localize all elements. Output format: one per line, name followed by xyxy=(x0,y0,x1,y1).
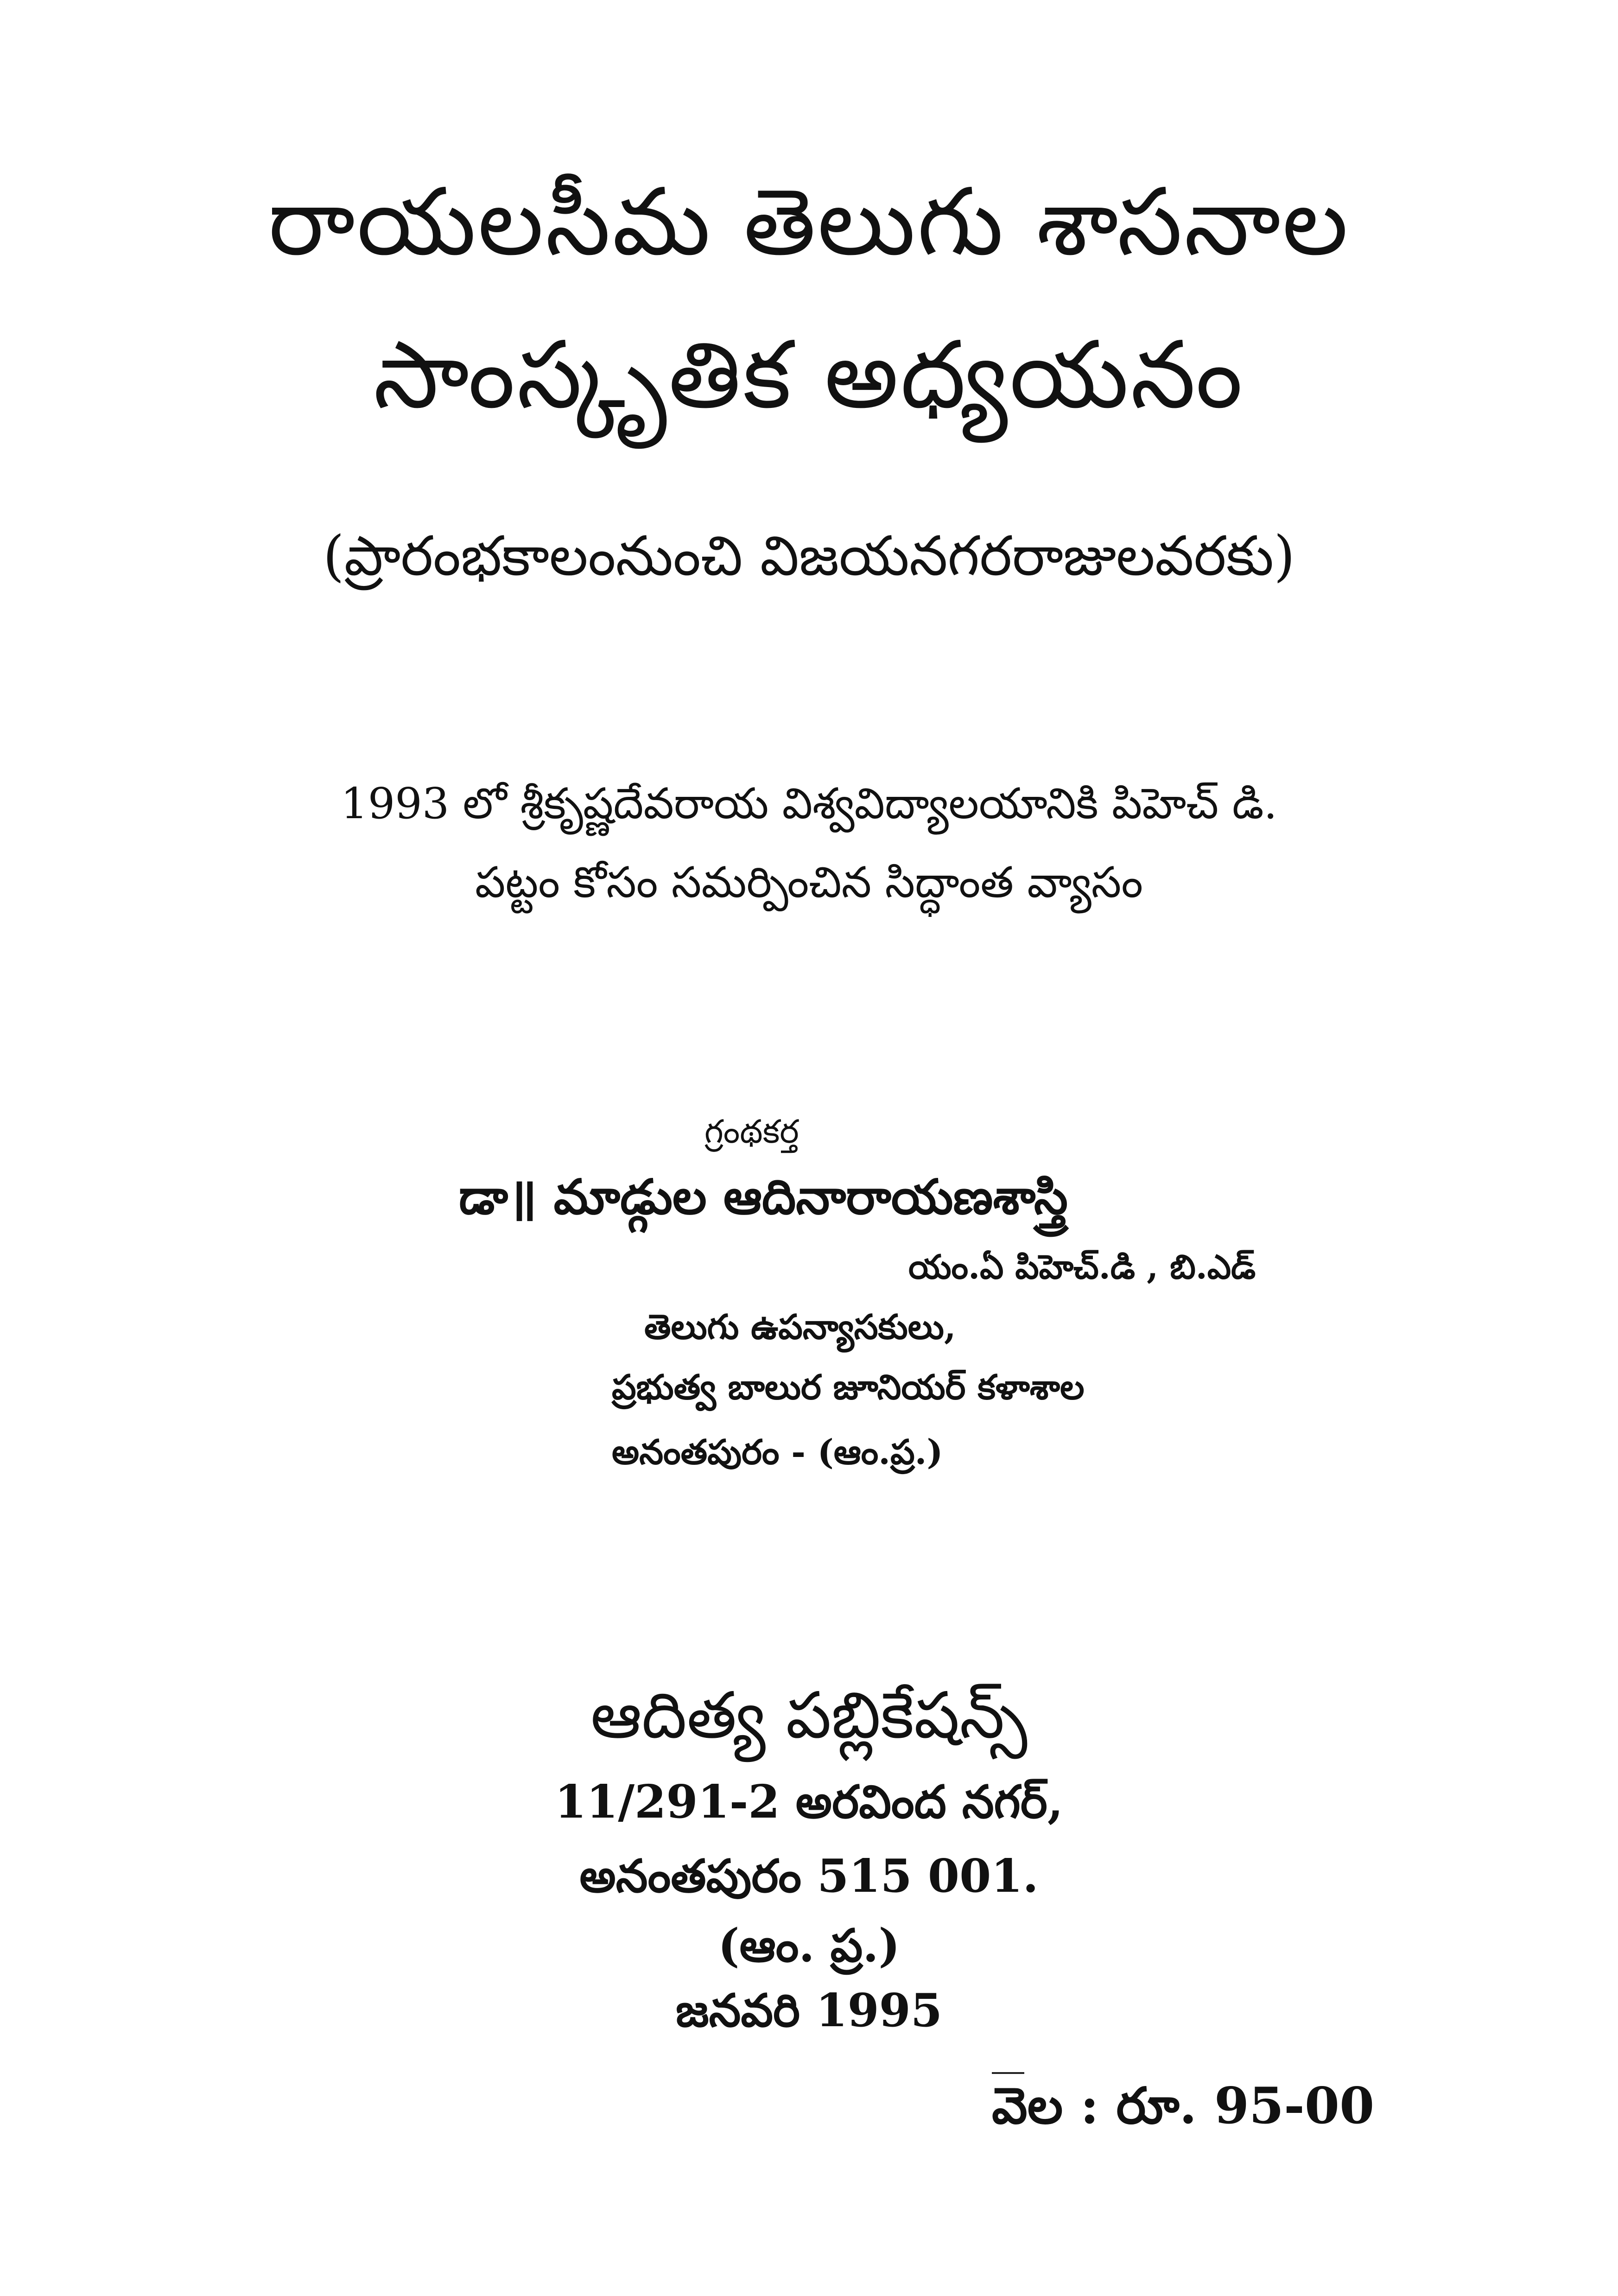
thesis-note-line-2: పట్టం కోసం సమర్పించిన సిద్ధాంత వ్యాసం xyxy=(475,858,1143,907)
book-title-line-1: రాయలసీమ తెలుగు శాసనాల xyxy=(268,168,1350,276)
author-qualifications: యం.ఏ పిహెచ్.డి , బి.ఎడ్ xyxy=(908,1247,1256,1286)
publication-date: జనవరి 1995 xyxy=(675,1984,943,2037)
publisher-address-line-2: అనంతపురం 515 001. xyxy=(579,1850,1039,1903)
author-place: అనంతపురం - (ఆం.ప్ర.) xyxy=(612,1432,943,1472)
author-designation: తెలుగు ఉపన్యాసకులు, xyxy=(644,1307,956,1347)
thesis-note-line-1: 1993 లో శ్రీకృష్ణదేవరాయ విశ్వవిద్యాలయానికి పిహెచ్ డి. xyxy=(341,779,1277,828)
publisher-address-line-1: 11/291-2 అరవింద నగర్, xyxy=(554,1775,1064,1829)
author-role-label: గ్రంథకర్త xyxy=(704,1113,799,1151)
author-name: డా॥ మాడ్గుల ఆదినారాయణశాస్త్రి xyxy=(459,1168,1068,1225)
price-overline-mark xyxy=(992,2072,1024,2074)
book-title-line-2: సాంస్కృతిక అధ్యయనం xyxy=(373,321,1245,429)
book-subtitle: (ప్రారంభకాలంనుంచి విజయనగరరాజులవరకు) xyxy=(323,524,1295,588)
publisher-state: (ఆం. ప్ర.) xyxy=(718,1919,900,1972)
price-label: వెల : రూ. 95-00 xyxy=(992,2077,1375,2135)
publisher-name: ఆదిత్య పబ్లికేషన్స్ xyxy=(590,1678,1028,1753)
author-institution: ప్రభుత్వ బాలుర జూనియర్ కళాశాల xyxy=(612,1367,1085,1407)
